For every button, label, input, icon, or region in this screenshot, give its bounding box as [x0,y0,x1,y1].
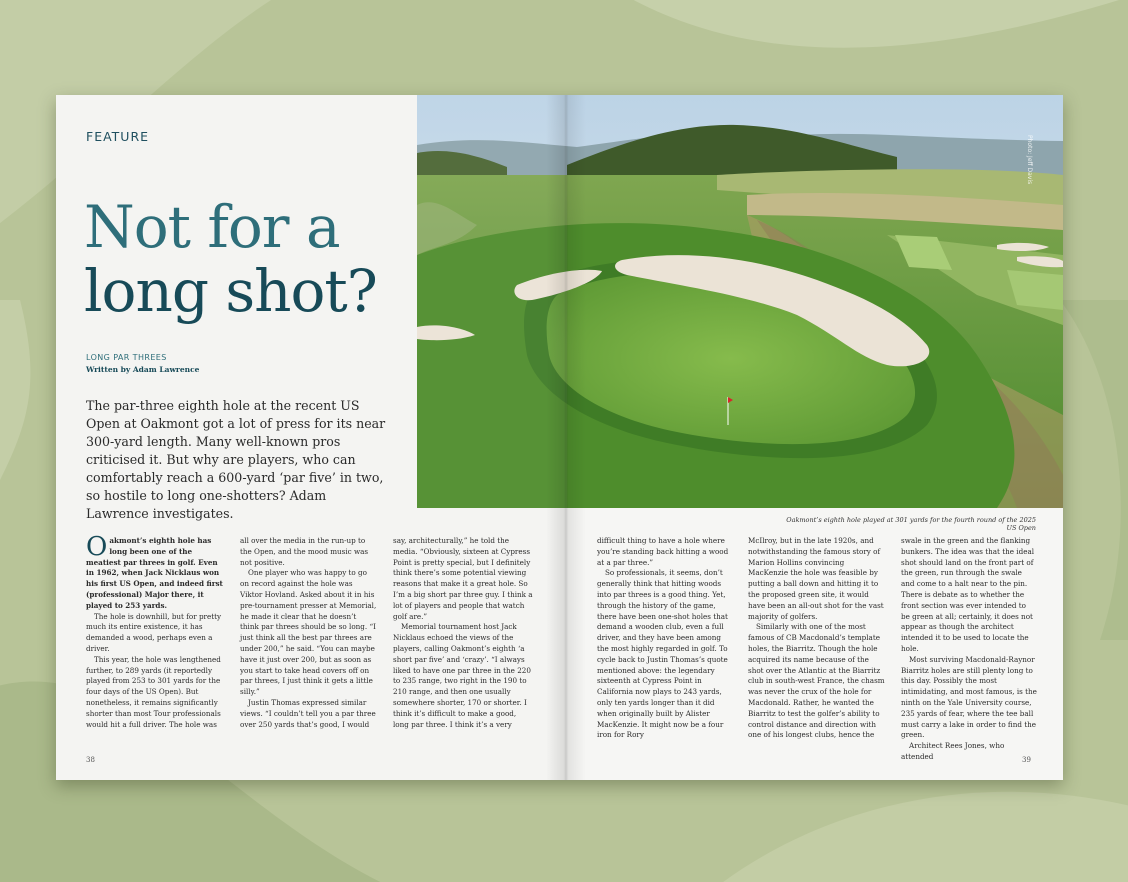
body-column-2 [240,536,377,730]
headline [84,195,414,323]
byline: Written by Adam Lawrence [86,365,200,374]
body-column-5 [748,536,885,741]
body-column-6 [901,536,1037,763]
paragraph: McIlroy, but in the late 1920s, and notwithstanding the famous story of Marion Hollins convincing MacKenzie the hole was feasible by putting a ball down and hitting it to the proposed green site, it would have been an all-out shot for the vast majority of golfers. [748,536,884,621]
section-label: FEATURE [86,129,150,144]
paragraph: Most surviving Macdonald-Raynor Biarritz holes are still plenty long to this day. Possibly the most intimidating, and most famous, is the ninth on the Yale University course, 235 yards of fear, where the tee ball must carry a lake in order to find the green. [901,654,1037,740]
drop-cap: O [86,532,108,562]
body-column-1 [86,532,223,730]
headline-line-2: long shot? [84,257,377,325]
kicker: LONG PAR THREES [86,353,167,362]
page-number-left: 38 [86,756,95,764]
paragraph: say, architecturally,” he told the media. “Obviously, sixteen at Cypress Point is pretty special, but I definitely think there’s some potential viewing reasons that make it a great hole. So I’m a big short par three guy. I think a lot of players and people that watch golf are.” [393,536,533,621]
page-number-right: 39 [1022,756,1031,764]
lead-paragraph [86,532,223,612]
paragraph: swale in the green and the flanking bunkers. The idea was that the ideal shot should land on the front part of the green, run through the swale and come to a halt near to the pin. There is debate as to whether the front section was ever intended to be green at all; certainly, it does not appear as though the architect intended it to be used to locate the hole. [901,536,1035,653]
paragraph: Architect Rees Jones, who attended [901,741,1005,761]
photo-credit: Photo: Jeff Davis [1026,135,1033,185]
golf-hole-photo [417,95,1063,508]
paragraph: all over the media in the run-up to the Open, and the mood music was not positive. [240,536,369,567]
paragraph: Similarly with one of the most famous of CB Macdonald’s template holes, the Biarritz. Though the hole acquired its name because of the shot over the Atlantic at the Biarritz club in south-west France, the chasm was never the crux of the hole for Macdonald. Rather, he wanted the Biarritz to test the golfer’s ability to control distance and direction with one of his longest clubs, hence the [748,622,885,740]
photo-caption: Oakmont’s eighth hole played at 301 yards for the fourth round of the 2025 US Open [786,516,1036,532]
paragraph: One player who was happy to go on record against the hole was Viktor Hovland. Asked about it in his pre-tournament presser at Memorial, he made it clear that he doesn’t think par threes should be so long. “I just think all the best par threes are under 200,” he said. “You can maybe have it just over 200, but as soon as you start to take head covers off on par threes, I just think it gets a little silly.” [240,568,377,697]
body-column-3 [393,536,533,730]
paragraph: The hole is downhill, but for pretty much its entire existence, it has demanded a wood, perhaps even a driver. [86,611,222,653]
lead-text: akmont’s eighth hole has long been one of the meatiest par threes in golf. Even in 1962, when Jack Nicklaus won his first US Open, and indeed first (professional) Major there, it played to 253 yards. [86,536,223,610]
paragraph: This year, the hole was lengthened further, to 289 yards (it reportedly played from 253 to 301 yards for the four days of the US Open). But nonetheless, it remains significantly shorter than most Tour professionals would hit a full driver. The hole was [86,654,221,729]
magazine-spread [56,95,1063,780]
paragraph: Memorial tournament host Jack Nicklaus echoed the views of the players, calling Oakmont’s eighth ‘a short par five’ and ‘crazy’. “I always liked to have one par three in the 220 to 235 range, two right in the 190 to 210 range, and then one usually somewhere shorter, 170 or shorter. I think it’s difficult to make a good, long par three. I think it’s a very [393,622,531,729]
body-column-4 [597,536,734,741]
standfirst: The par-three eighth hole at the recent US Open at Oakmont got a lot of press for its near 300-yard length. Many well-known pros criticised it. But why are players, who can comfortably reach a 600-yard ‘par five’ in two, so hostile to long one-shotters? Adam Lawrence investigates. [86,398,386,521]
headline-line-1: Not for a [84,193,340,261]
paragraph: difficult thing to have a hole where you’re standing back hitting a wood at a par three.” [597,536,729,567]
paragraph: So professionals, it seems, don’t generally think that hitting woods into par threes is a good thing. Yet, through the history of the game, there have been one-shot holes that demand a wooden club, even a full driver, and they have been among the most highly regarded in golf. To cycle back to Justin Thomas’s quote mentioned above: the legendary sixteenth at Cypress Point in California now plays to 243 yards, only ten yards longer than it did when originally built by Alister MacKenzie. It might now be a four iron for Rory [597,568,728,740]
paragraph: Justin Thomas expressed similar views. “I couldn’t tell you a par three over 250 yards that’s good, I would [240,697,376,729]
